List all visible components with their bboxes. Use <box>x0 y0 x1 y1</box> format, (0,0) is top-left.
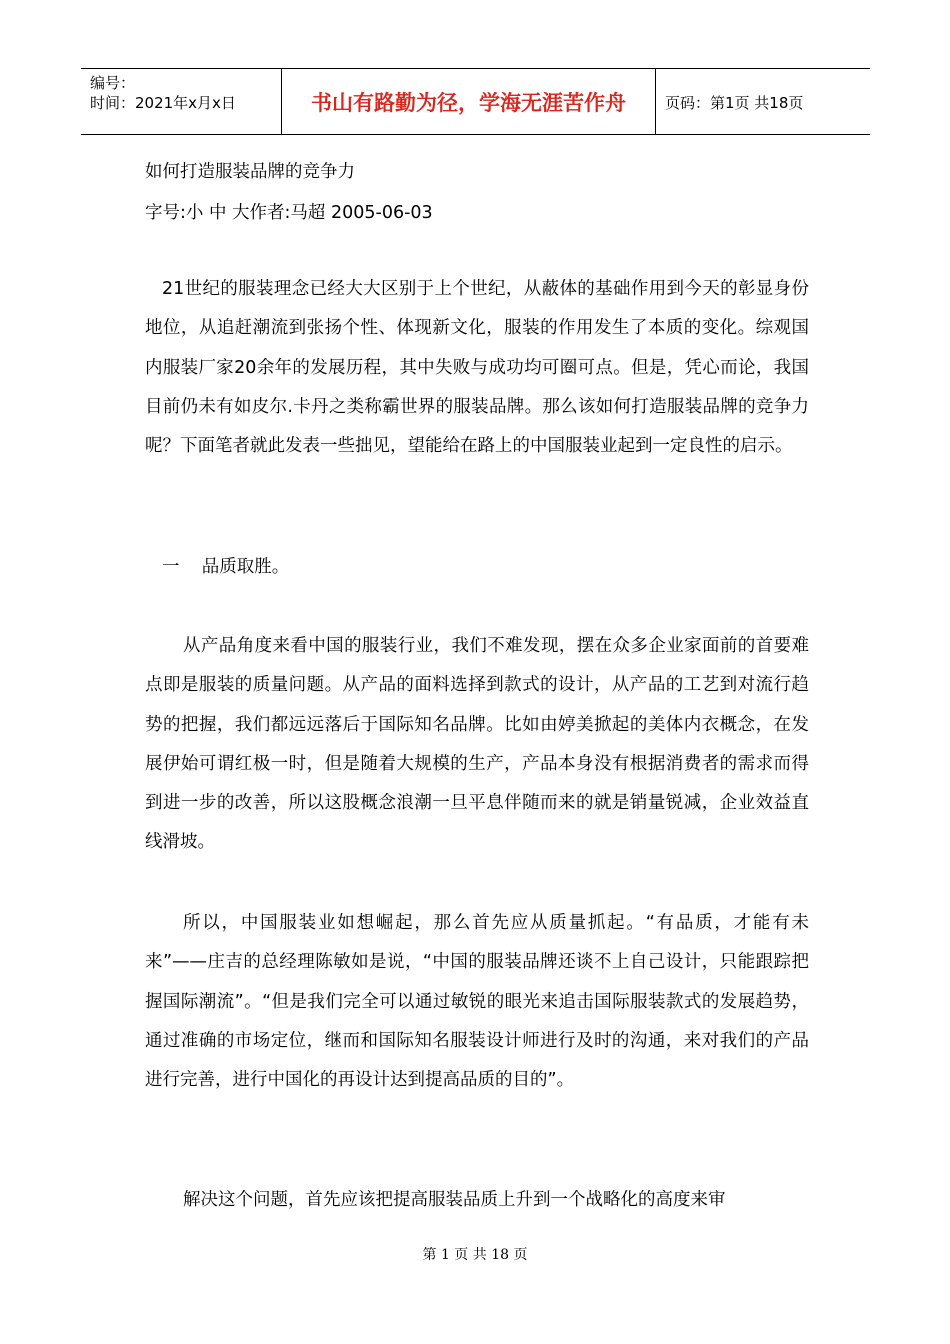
paragraph: 解决这个问题，首先应该把提高服装品质上升到一个战略化的高度来审 <box>183 1190 726 1210</box>
document-date-label: 时间：2021年x月x日 <box>90 94 236 112</box>
header-page-info: 页码：第1页 共18页 <box>665 94 804 112</box>
header-meta <box>90 73 236 113</box>
document-number-label: 编号： <box>90 74 136 92</box>
section-heading: 一 品质取胜。 <box>162 557 290 577</box>
header-motto: 书山有路勤为径，学海无涯苦作舟 <box>311 91 626 115</box>
article-title: 如何打造服装品牌的竞争力 <box>145 162 355 182</box>
header-divider <box>655 69 656 135</box>
paragraph: 21世纪的服装理念已经大大区别于上个世纪，从蔽体的基础作用到今天的彰显身份地位，从追赶潮流到张扬个性、体现新文化，服装的作用发生了本质的变化。综观国内服装厂家20余年的发展历程，其中失败与成功均可圈可点。但是，凭心而论，我国目前仍未有如皮尔.卡丹之类称霸世界的服装品牌。那么该如何打造服装品牌的竞争力呢？下面笔者就此发表一些拙见，望能给在路上的中国服装业起到一定良性的启示。 <box>145 279 809 457</box>
article-meta: 字号:小 中 大作者:马超 2005-06-03 <box>145 203 433 223</box>
document-header <box>81 68 870 135</box>
page-footer: 第 1 页 共 18 页 <box>422 1247 528 1263</box>
paragraph: 所以，中国服装业如想崛起，那么首先应从质量抓起。“有品质，才能有未来”——庄吉的总经理陈敏如是说，“中国的服装品牌还谈不上自己设计，只能跟踪把握国际潮流”。“但是我们完全可以通过敏锐的眼光来追击国际服装款式的发展趋势，通过准确的市场定位，继而和国际知名服装设计师进行及时的沟通，来对我们的产品进行完善，进行中国化的再设计达到提高品质的目的”。 <box>145 913 809 1091</box>
paragraph: 从产品角度来看中国的服装行业，我们不难发现，摆在众多企业家面前的首要难点即是服装的质量问题。从产品的面料选择到款式的设计，从产品的工艺到对流行趋势的把握，我们都远远落后于国际知名品牌。比如由婷美掀起的美体内衣概念，在发展伊始可谓红极一时，但是随着大规模的生产，产品本身没有根据消费者的需求而得到进一步的改善，所以这股概念浪潮一旦平息伴随而来的就是销量锐减，企业效益直线滑坡。 <box>145 636 809 853</box>
